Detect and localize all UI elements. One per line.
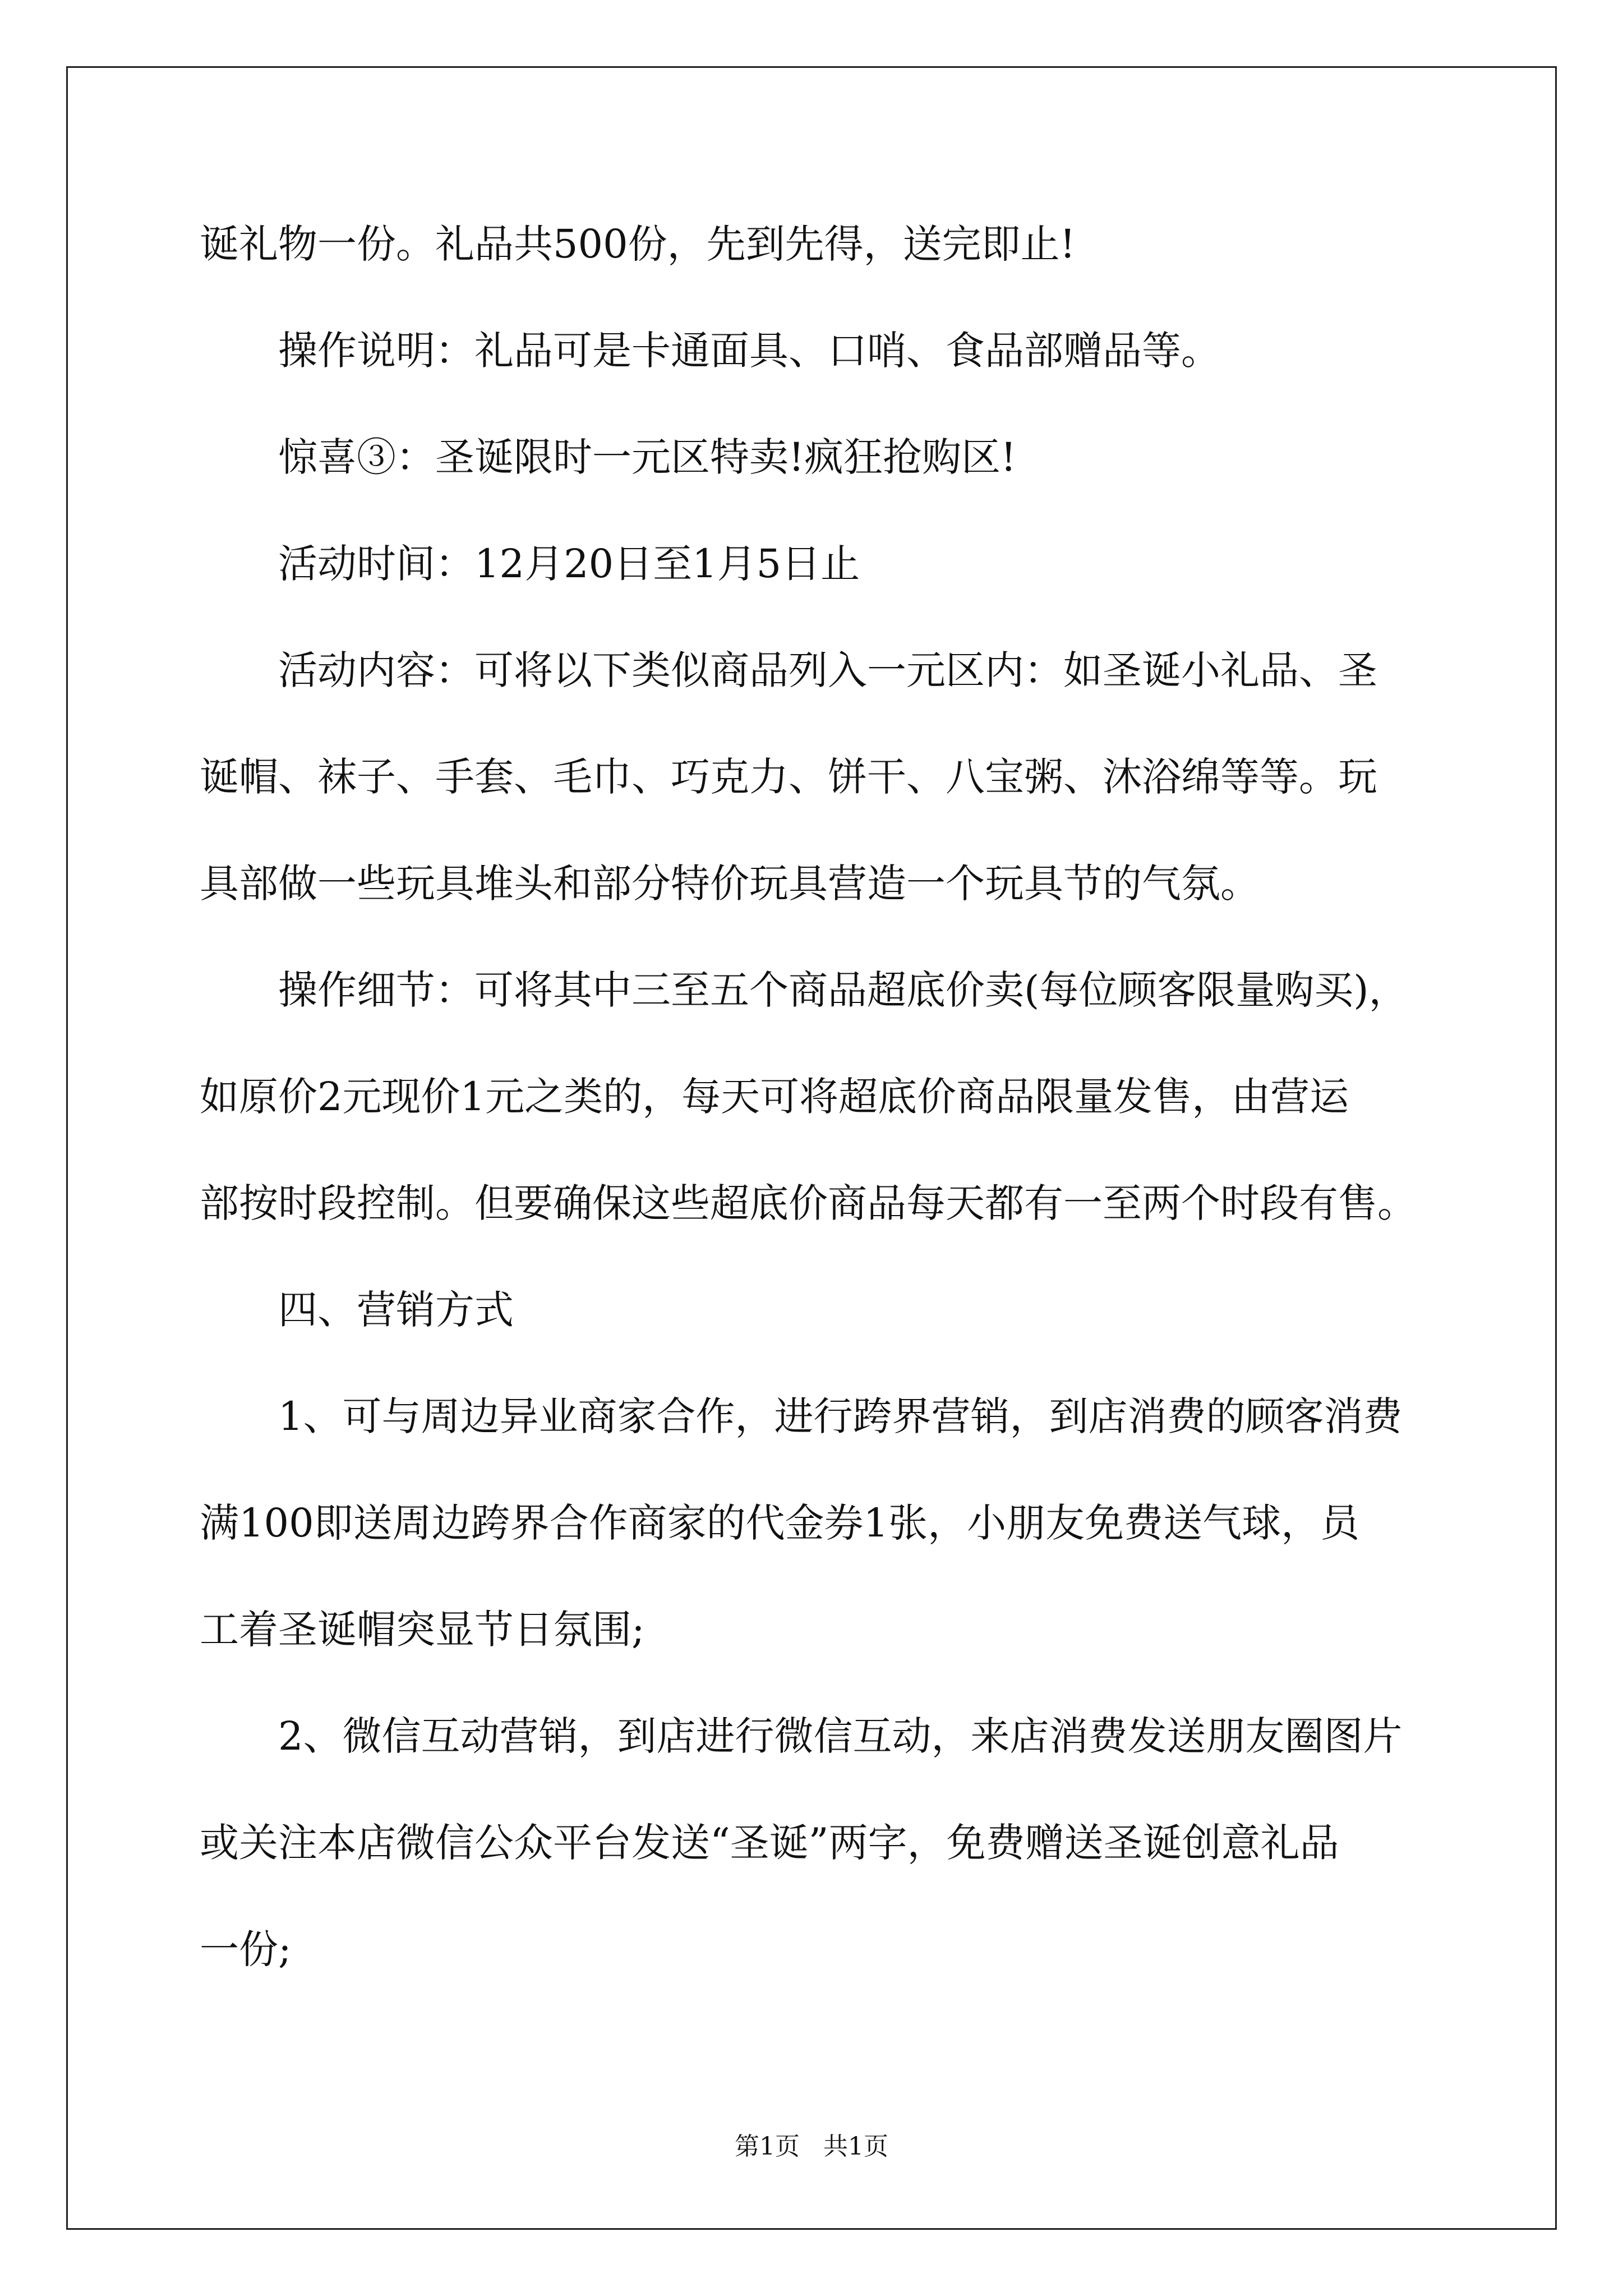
text-line: 诞帽、袜子、手套、毛巾、巧克力、饼干、八宝粥、沐浴绵等等。玩 xyxy=(200,754,1377,800)
text-line: 惊喜③：圣诞限时一元区特卖!疯狂抢购区! xyxy=(278,434,1017,480)
text-line: 操作细节：可将其中三至五个商品超底价卖(每位顾客限量购买)， xyxy=(278,967,1408,1013)
text-line: 2、微信互动营销，到店进行微信互动，来店消费发送朋友圈图片 xyxy=(278,1713,1403,1759)
text-line: 满100即送周边跨界合作商家的代金券1张，小朋友免费送气球，员 xyxy=(200,1500,1360,1546)
text-line: 部按时段控制。但要确保这些超底价商品每天都有一至两个时段有售。 xyxy=(200,1180,1417,1226)
text-line: 诞礼物一份。礼品共500份，先到先得，送完即止! xyxy=(200,221,1076,267)
text-line: 或关注本店微信公众平台发送“圣诞”两字，免费赠送圣诞创意礼品 xyxy=(200,1820,1339,1866)
text-line: 操作说明：礼品可是卡通面具、口哨、食品部赠品等。 xyxy=(278,328,1220,374)
page-border xyxy=(66,66,1557,2230)
text-line: 一份; xyxy=(200,1926,292,1972)
text-line: 1、可与周边异业商家合作，进行跨界营销，到店消费的顾客消费 xyxy=(278,1393,1403,1439)
section-heading: 四、营销方式 xyxy=(278,1287,514,1333)
page-footer: 第1页 共1页 xyxy=(735,2132,888,2161)
text-line: 具部做一些玩具堆头和部分特价玩具营造一个玩具节的气氛。 xyxy=(200,861,1260,907)
text-line: 工着圣诞帽突显节日氛围; xyxy=(200,1607,645,1653)
text-line: 活动内容：可将以下类似商品列入一元区内：如圣诞小礼品、圣 xyxy=(278,647,1377,693)
text-line: 活动时间：12月20日至1月5日止 xyxy=(278,541,860,587)
text-line: 如原价2元现价1元之类的，每天可将超底价商品限量发售，由营运 xyxy=(200,1074,1349,1120)
